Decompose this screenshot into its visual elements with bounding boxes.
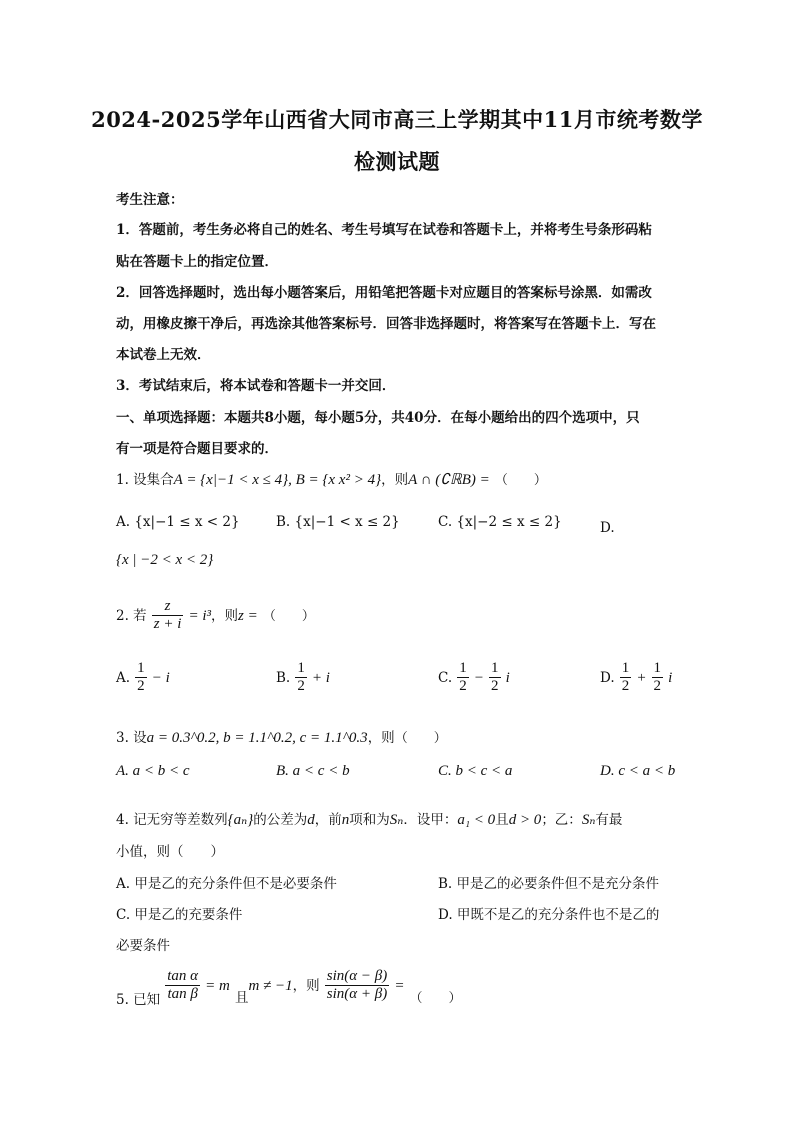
q2-c-op: − — [473, 670, 484, 686]
q2-prefix: 2. 若 — [116, 608, 147, 624]
q2-c-den2: 2 — [491, 678, 499, 694]
section-1-line1: 一、单项选择题：本题共8小题，每小题5分，共40分．在每小题给出的四个选项中，只 — [116, 410, 640, 426]
notice-item-2-line3: 本试卷上无效． — [116, 347, 211, 363]
q4-t8: 有最 — [595, 812, 623, 828]
q5-f1-rhs: = m — [205, 978, 230, 994]
q3-answer-paren: （ ） — [394, 731, 447, 746]
q5-f2-rhs: = — [394, 978, 405, 994]
notice-item-2-line2: 动，用橡皮擦干净后，再选涂其他答案标号．回答非选择题时，将答案写在答题卡上．写在 — [116, 316, 656, 332]
q2-option-b — [276, 660, 330, 695]
q2-c-num1: 1 — [459, 660, 467, 676]
q2-a-den: 2 — [137, 678, 145, 694]
q5-answer-paren: （ ） — [409, 991, 462, 1006]
question-4-line2: 小值，则（ ） — [116, 844, 224, 860]
q1-option-a: A. {x|−1 ≤ x < 2} — [116, 514, 240, 530]
q2-b-rest: + i — [311, 670, 330, 686]
q2-b-num: 1 — [297, 660, 305, 676]
notice-item-3: 3．考试结束后，将本试卷和答题卡一并交回． — [116, 378, 396, 394]
q2-c-frac1 — [457, 660, 469, 695]
q1-option-d-label: D. — [600, 520, 615, 536]
section-1-line2: 有一项是符合题目要求的． — [116, 441, 278, 457]
q4-seq: {aₙ} — [227, 812, 254, 828]
q4-option-b: B. 甲是乙的必要条件但不是充分条件 — [438, 876, 660, 892]
q3-option-a: A. a < b < c — [116, 763, 190, 779]
q4-d: d — [307, 812, 315, 828]
q5-f1-num: tan α — [167, 968, 199, 984]
q4-option-d: D. 甲既不是乙的充分条件也不是乙的 — [438, 907, 660, 923]
q2-d-label: D. — [600, 670, 615, 686]
q2-a-label: A. — [116, 670, 131, 686]
q5-prefix: 5. 已知 — [116, 992, 161, 1008]
notice-item-1-line2: 贴在答题卡上的指定位置． — [116, 254, 278, 270]
q4-sn: Sₙ — [389, 812, 404, 828]
q2-mid: ，则 — [211, 608, 239, 624]
q2-d-frac2 — [652, 660, 664, 695]
q2-b-frac — [295, 660, 307, 695]
notice-heading: 考生注意： — [116, 192, 184, 208]
q2-d-tail: i — [668, 670, 673, 686]
q2-option-d — [600, 660, 672, 695]
q2-d-num1: 1 — [621, 660, 630, 676]
q2-d-den2: 2 — [653, 678, 662, 694]
q2-c-label: C. — [438, 670, 453, 686]
q2-a-frac — [135, 660, 147, 695]
q3-expr: a = 0.3^0.2, b = 1.1^0.2, c = 1.1^0.3 — [146, 730, 368, 746]
q2-b-label: B. — [276, 670, 291, 686]
q4-t1: 4. 记无穷等差数列 — [116, 812, 228, 828]
question-1 — [116, 468, 547, 489]
q5-t2: 且 — [234, 990, 249, 1006]
q3-mid: ，则 — [367, 730, 395, 746]
q4-t2: 的公差为 — [253, 812, 308, 828]
q2-c-den1: 2 — [459, 678, 467, 694]
q4-t3: ，前 — [314, 812, 342, 828]
question-3 — [116, 726, 447, 747]
q4-cond2: d > 0 — [508, 812, 542, 828]
q3-option-b: B. a < c < b — [276, 763, 350, 779]
q2-b-den: 2 — [297, 678, 305, 694]
question-4-line1 — [116, 808, 622, 829]
q2-frac-num: z — [152, 598, 184, 616]
q4-option-d-cont: 必要条件 — [116, 938, 170, 954]
q2-fraction — [152, 598, 184, 633]
question-2 — [116, 598, 315, 633]
q5-f2-num: sin(α − β) — [326, 968, 388, 984]
q5-cond: m ≠ −1 — [248, 978, 293, 994]
q3-option-c: C. b < c < a — [438, 763, 513, 779]
q4-t4: 项和为 — [349, 812, 390, 828]
q5-f2-den: sin(α + β) — [326, 986, 388, 1002]
q5-t3: ，则 — [292, 978, 320, 994]
q2-c-frac2 — [489, 660, 501, 695]
q2-option-a — [116, 660, 170, 695]
q5-f1-den: tan β — [167, 986, 198, 1002]
q2-a-rest: − i — [151, 670, 170, 686]
q1-option-c: C. {x|−2 ≤ x ≤ 2} — [438, 514, 562, 530]
q4-t7: ；乙： — [541, 812, 582, 828]
q2-c-tail: i — [505, 670, 510, 686]
q4-t5: ．设甲： — [403, 812, 458, 828]
q1-option-b: B. {x|−1 < x ≤ 2} — [276, 514, 400, 530]
q5-frac1 — [165, 968, 200, 1003]
q4-option-c: C. 甲是乙的充要条件 — [116, 907, 243, 923]
q2-c-num2: 1 — [491, 660, 499, 676]
q3-option-d: D. c < a < b — [600, 763, 676, 779]
q5-frac2 — [325, 968, 389, 1003]
q2-a-num: 1 — [137, 660, 145, 676]
q1-answer-paren: （ ） — [494, 473, 547, 488]
q4-t6: 且 — [495, 812, 509, 828]
notice-item-2-line1: 2．回答选择题时，选出每小题答案后，用铅笔把答题卡对应题目的答案标号涂黑．如需改 — [116, 285, 652, 301]
notice-item-1-line1: 1．答题前，考生务必将自己的姓名、考生号填写在试卷和答题卡上，并将考生号条形码粘 — [116, 222, 652, 238]
q3-prefix: 3. 设 — [116, 730, 147, 746]
q4-cond1: a₁ < 0 — [457, 812, 496, 828]
q1-set-def: A = {x|−1 < x ≤ 4}, B = {x x² > 4} — [173, 472, 382, 488]
page-title-line1: 2024-2025学年山西省大同市高三上学期其中11月市统考数学 — [91, 107, 703, 132]
q2-frac-den: z + i — [153, 616, 182, 632]
q4-n: n — [341, 812, 350, 828]
q2-var: z = — [238, 608, 258, 624]
q2-option-c — [438, 660, 510, 695]
page-title-line2: 检测试题 — [354, 149, 440, 174]
q1-expr: A ∩ (∁ℝB) = — [408, 472, 490, 488]
q4-option-a: A. 甲是乙的充分条件但不是必要条件 — [116, 876, 337, 892]
q2-d-den1: 2 — [621, 678, 630, 694]
q1-option-d: {x | −2 < x < 2} — [116, 552, 214, 568]
q2-d-op: + — [636, 670, 647, 686]
q2-d-num2: 1 — [653, 660, 662, 676]
q2-answer-paren: （ ） — [262, 609, 315, 624]
q1-mid: ，则 — [381, 472, 409, 488]
q2-d-frac1 — [620, 660, 632, 695]
q4-sn2: Sₙ — [581, 812, 596, 828]
q1-prefix: 1. 设集合 — [116, 472, 174, 488]
question-5 — [116, 968, 462, 1008]
q2-eq-rhs: = i³ — [188, 608, 212, 624]
